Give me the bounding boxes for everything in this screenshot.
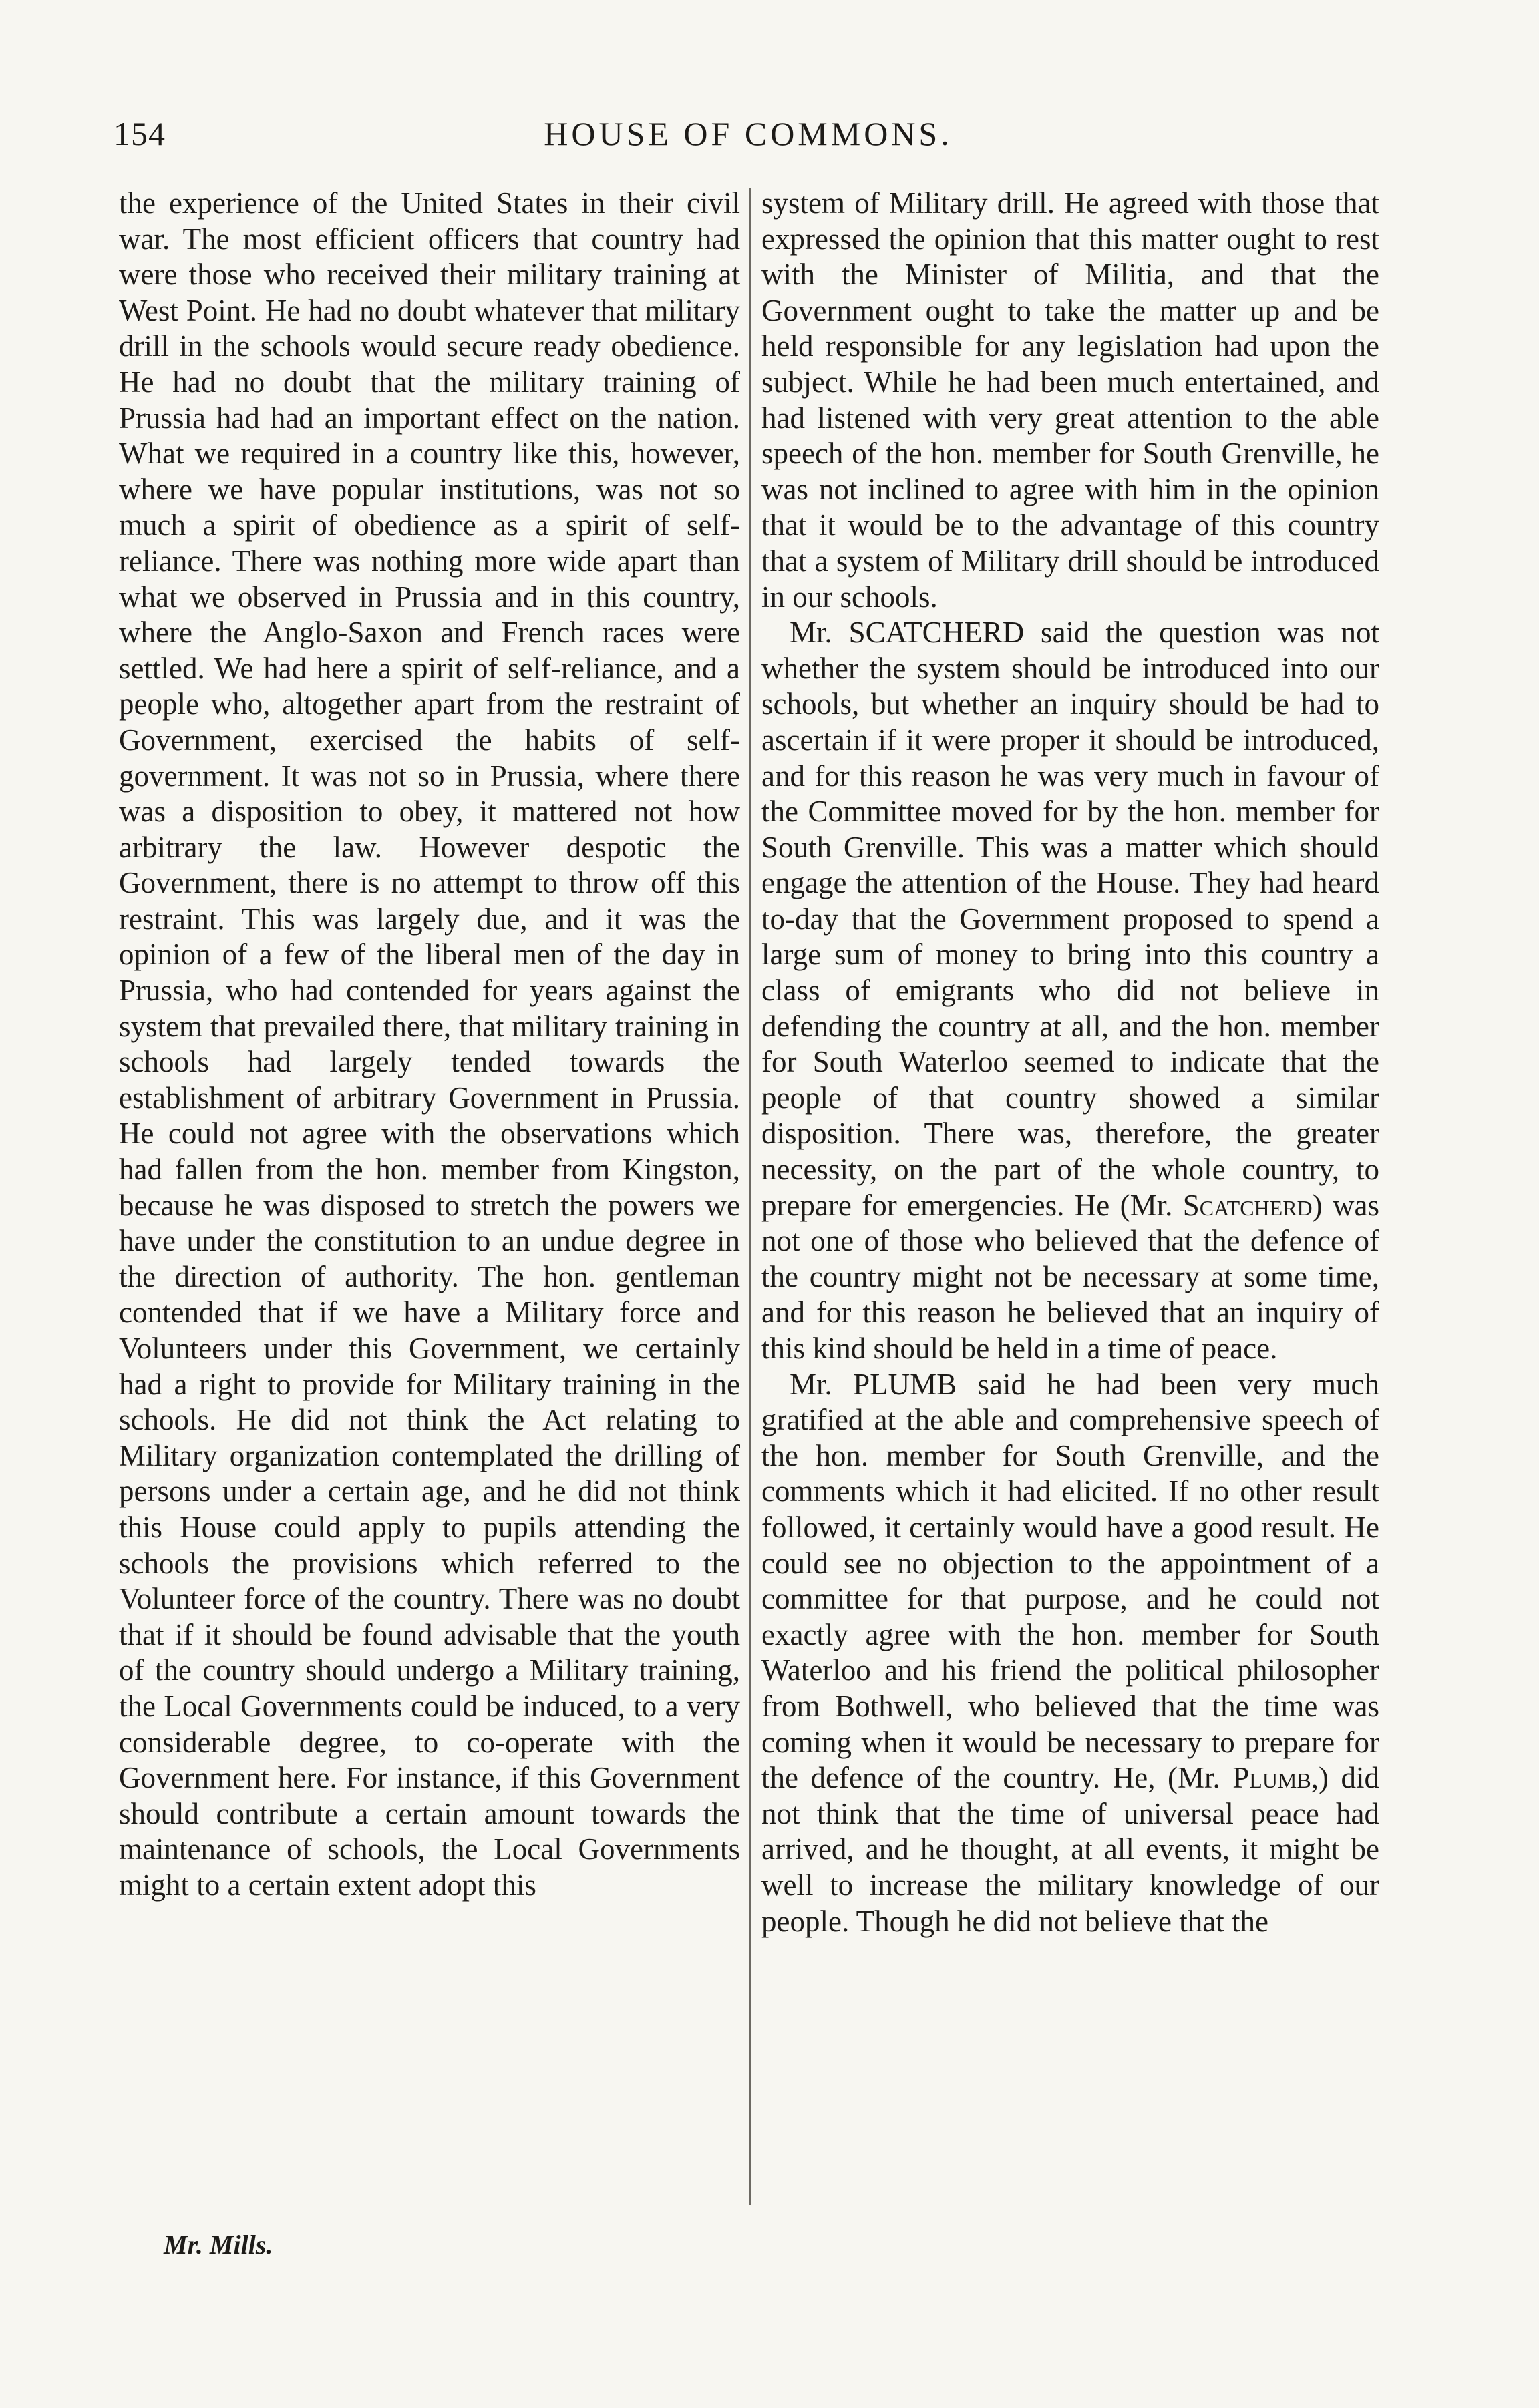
- right-column: [761, 186, 1379, 1939]
- scatcherd-text-part-2: ) was not one of those who believed that the defence of the country might not be necessary at some time, and for this reason he believed that an inquiry of this kind should be held in a time of peace.: [761, 1188, 1380, 1365]
- page-header: [114, 114, 1383, 167]
- left-column: [119, 186, 740, 1904]
- plumb-paragraph: [761, 1367, 1379, 1940]
- left-paragraph-1: the experience of the United States in their civil war. The most efficient officers that country had were those who received their military training at West Point. He had no doubt whatever that military drill in the schools would secure ready obedience. He had no doubt that the military training of Prussia had had an important effect on the nation. What we required in a country like this, however, where we have popular institutions, was not so much a spirit of obedience as a spirit of self-reliance. There was nothing more wide apart than what we observed in Prussia and in this country, where the Anglo-Saxon and French races were settled. We had here a spirit of self-reliance, and a people who, altogether apart from the restraint of Government, exercised the habits of self-government. It was not so in Prussia, where there was a disposition to obey, it mattered not how arbitrary the law. However despotic the Government, there is no attempt to throw off this restraint. This was largely due, and it was the opinion of a few of the liberal men of the day in Prussia, who had contended for years against the system that prevailed there, that military training in schools had largely tended towards the establishment of arbitrary Government in Prussia. He could not agree with the observations which had fallen from the hon. member from Kingston, because he was disposed to stretch the powers we have under the constitution to an undue degree in the direction of authority. The hon. gentleman contended that if we have a Military force and Volunteers under this Government, we certainly had a right to provide for Military training in the schools. He did not think the Act relating to Military organization contemplated the drilling of persons under a certain age, and he did not think this House could apply to pupils attending the schools the provisions which referred to the Volunteer force of the country. There was no doubt that if it should be found advisable that the youth of the country should undergo a Military training, the Local Governments could be induced, to a very considerable degree, to co-operate with the Government here. For instance, if this Government should contribute a certain amount towards the maintenance of schools, the Local Governments might to a certain extent adopt this: [119, 186, 740, 1902]
- right-paragraph-1: system of Military drill. He agreed with those that expressed the opinion that this matter ought to rest with the Minister of Militia, and that the Government ought to take the matter up and be held responsible for any legislation had upon the subject. While he had been much entertained, and had listened with very great attention to the able speech of the hon. member for South Grenville, he was not inclined to agree with him in the opinion that it would be to the advantage of this country that a system of Military drill should be introduced in our schools.: [761, 186, 1379, 614]
- scatcherd-smallcaps-name: Scatcherd: [1182, 1188, 1313, 1222]
- column-divider: [749, 188, 751, 2205]
- scatcherd-text-part-1: said the question was not whether the system should be introduced into our schools, but whether an inquiry should be had to ascertain if it were proper it should be introduced, and for this reason he was very much in favour of the Committee moved for by the hon. member for South Grenville. This was a matter which should engage the attention of the House. They had heard to-day that the Government proposed to spend a large sum of money to bring into this country a class of emigrants who did not believe in defending the country at all, and the hon. member for South Waterloo seemed to indicate that the people of that country showed a similar disposition. There was, therefore, the greater necessity, on the part of the whole country, to prepare for emergencies. He (Mr.: [761, 616, 1379, 1222]
- plumb-smallcaps-name: Plumb: [1232, 1761, 1311, 1795]
- running-title: HOUSE OF COMMONS.: [544, 115, 953, 152]
- footer-speaker-note: Mr. Mills.: [164, 2230, 273, 2260]
- scatcherd-paragraph: [761, 615, 1379, 1366]
- page-number: 154: [114, 115, 166, 152]
- speaker-plumb: Mr. PLUMB: [790, 1367, 957, 1401]
- plumb-text-part-2: ,) did not think that the time of universal peace had arrived, and he thought, at all events, it might be well to increase the military knowledge of our people. Though he did not believe that the: [761, 1761, 1379, 1938]
- plumb-text-part-1: said he had been very much gratified at the able and comprehensive speech of the hon. member for South Grenville, and the comments which it had elicited. If no other result followed, it certainly would have a good result. He could see no objection to the appointment of a committee for that purpose, and he could not exactly agree with the hon. member for South Waterloo and his friend the political philosopher from Bothwell, who believed that the time was coming when it would be necessary to prepare for the defence of the country. He, (Mr.: [761, 1367, 1379, 1795]
- speaker-scatcherd: Mr. SCATCHERD: [790, 616, 1025, 650]
